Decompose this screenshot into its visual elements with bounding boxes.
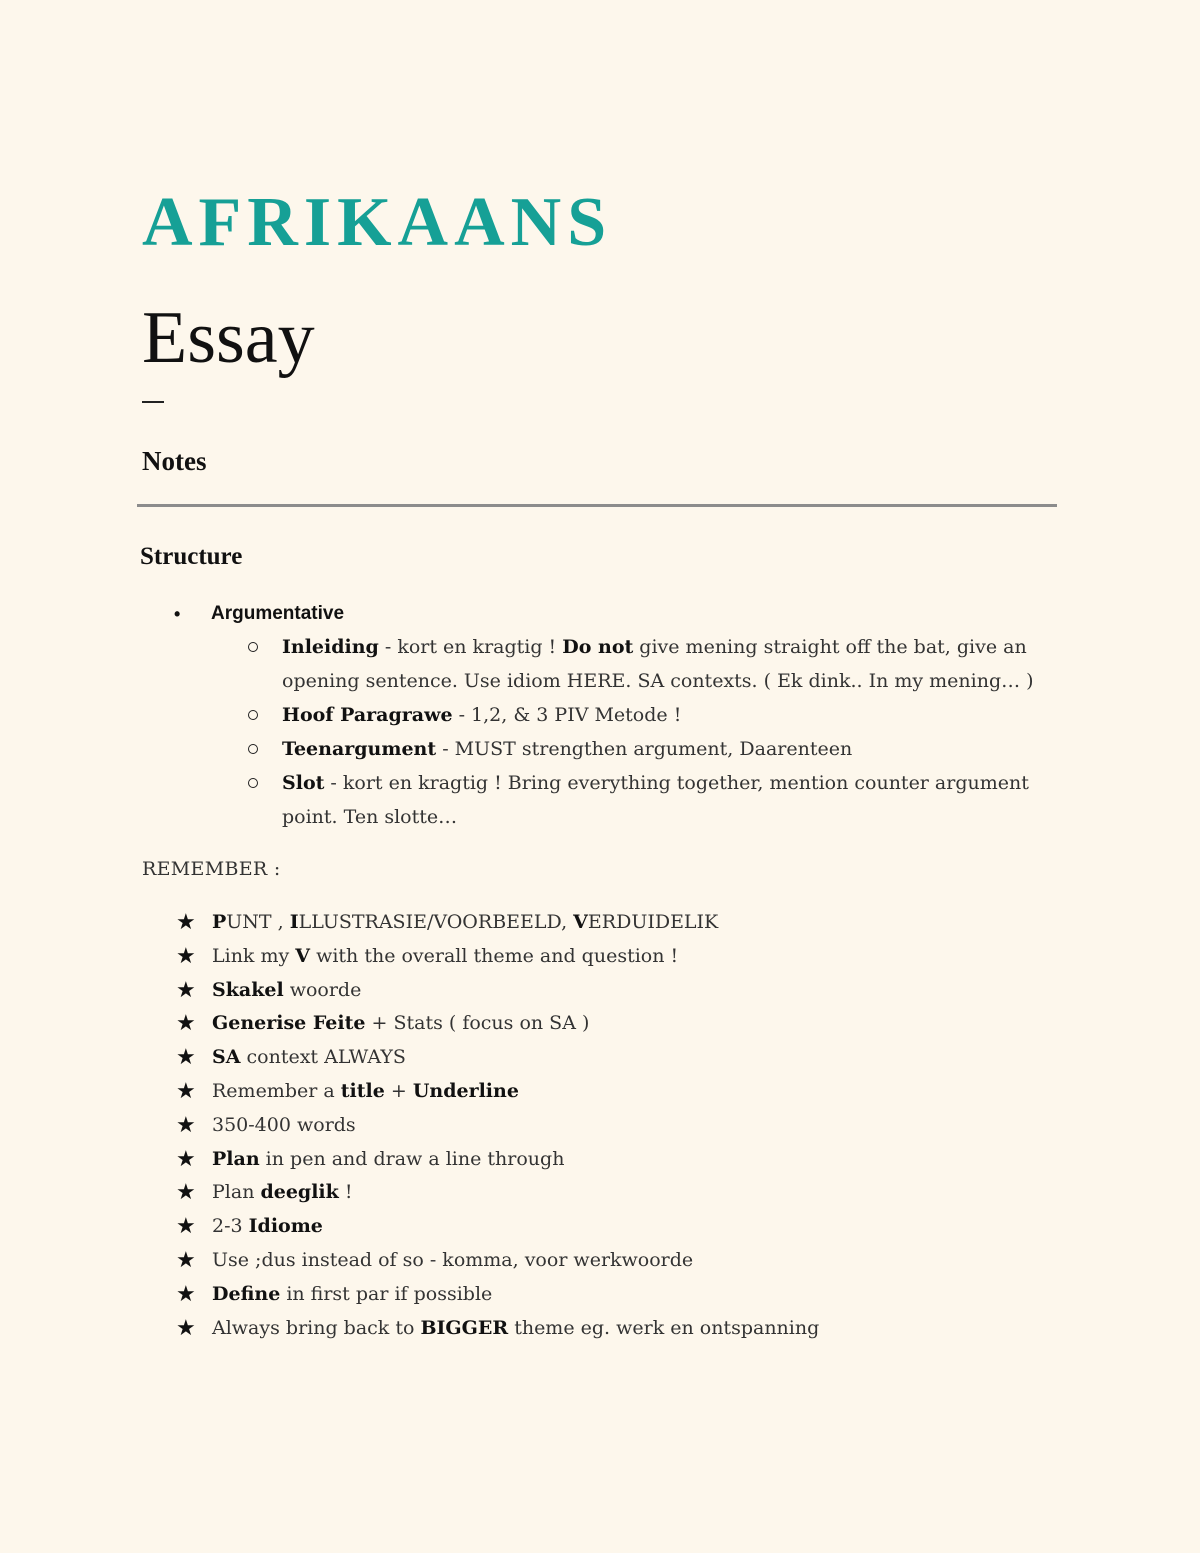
item-text: theme eg. werk en ontspanning [508, 1316, 820, 1339]
bullet-icon: • [174, 604, 181, 624]
star-icon: ★ [176, 1214, 196, 1240]
section-divider [137, 504, 1057, 507]
item-text: with the overall theme and question ! [310, 944, 679, 967]
part-text: give mening straight off the bat, give an opening sentence. Use idiom HERE. SA contexts. ( Ek dink.. In my mening… ) [282, 636, 1034, 692]
list-item [176, 1244, 1076, 1278]
item-emphasis: SA [212, 1046, 241, 1069]
part-text: - MUST strengthen argument, Daarenteen [436, 738, 853, 760]
part-term: Teenargument [282, 738, 437, 760]
part-term: Inleiding [282, 636, 379, 658]
list-item [176, 1075, 1076, 1109]
item-emphasis: Idiome [248, 1215, 323, 1238]
star-icon: ★ [176, 910, 196, 935]
list-item [244, 630, 1044, 698]
star-icon: ★ [176, 1180, 196, 1206]
item-text: in first par if possible [280, 1282, 493, 1305]
item-emphasis: Generise Feite [212, 1012, 366, 1035]
list-item [176, 1041, 1076, 1075]
item-emphasis: deeglik [260, 1181, 339, 1204]
star-icon: ★ [176, 1146, 196, 1172]
star-icon: ★ [176, 1045, 196, 1071]
item-text: ! [338, 1181, 353, 1204]
page-title: Essay [142, 297, 315, 379]
list-item [176, 1210, 1076, 1244]
part-term: Hoof Paragrawe [282, 704, 453, 726]
item-text: + [384, 1079, 413, 1102]
item-text: Link my [212, 944, 296, 967]
circle-bullet-icon [248, 778, 258, 788]
list-item [176, 974, 1076, 1008]
list-item [244, 766, 1044, 834]
list-item [176, 1176, 1076, 1210]
subject-title: AFRIKAANS [142, 184, 613, 261]
item-text: ERDUIDELIK [587, 911, 719, 933]
remember-list [176, 906, 1076, 1345]
circle-bullet-icon [248, 642, 258, 652]
item-text: Use ;dus instead of so - komma, voor werkwoorde [212, 1248, 694, 1271]
remember-label: REMEMBER : [142, 858, 281, 880]
star-icon: ★ [176, 1011, 196, 1037]
item-text: in pen and draw a line through [259, 1147, 565, 1170]
circle-bullet-icon [248, 710, 258, 720]
list-item [176, 940, 1076, 974]
item-text: UNT , [226, 911, 290, 933]
item-text: 2-3 [212, 1215, 249, 1238]
list-item [244, 698, 1044, 732]
item-emphasis: I [289, 911, 299, 933]
item-emphasis: BIGGER [420, 1316, 509, 1339]
list-item [176, 1312, 1076, 1346]
star-icon: ★ [176, 1281, 196, 1307]
list-item [176, 1143, 1076, 1177]
item-emphasis: P [212, 911, 227, 933]
item-emphasis: title [340, 1079, 385, 1102]
item-text: LLUSTRASIE/VOORBEELD, [298, 911, 574, 933]
part-term: Slot [282, 772, 325, 794]
structure-heading: Structure [140, 543, 243, 570]
notes-heading: Notes [142, 446, 207, 476]
item-text: Always bring back to [212, 1316, 421, 1339]
star-icon: ★ [176, 977, 196, 1003]
item-text: + Stats ( focus on SA ) [365, 1012, 590, 1035]
star-icon: ★ [176, 1112, 196, 1138]
list-item [176, 1007, 1076, 1041]
item-emphasis: Underline [412, 1079, 519, 1102]
item-text: woorde [283, 978, 362, 1001]
structure-parts-list [244, 630, 1044, 834]
item-emphasis: V [295, 944, 311, 967]
item-text: 350-400 words [212, 1113, 356, 1136]
list-item [244, 732, 1044, 766]
item-text: Remember a [212, 1079, 341, 1102]
star-icon: ★ [176, 943, 196, 969]
part-emphasis: Do not [562, 636, 634, 658]
essay-type-label: Argumentative [211, 603, 345, 624]
list-item [176, 1109, 1076, 1143]
title-dash [142, 401, 164, 403]
item-text: context ALWAYS [240, 1046, 406, 1069]
list-item [176, 906, 1076, 940]
star-icon: ★ [176, 1247, 196, 1273]
item-emphasis: Define [212, 1282, 281, 1305]
item-text: Plan [212, 1181, 261, 1204]
circle-bullet-icon [248, 744, 258, 754]
part-text: - kort en kragtig ! Bring everything together, mention counter argument point. Ten slotte… [282, 772, 1029, 828]
list-item [176, 1278, 1076, 1312]
part-text: - kort en kragtig ! [378, 636, 563, 658]
item-emphasis: Plan [212, 1147, 260, 1170]
star-icon: ★ [176, 1078, 196, 1104]
item-emphasis: Skakel [212, 978, 284, 1001]
star-icon: ★ [176, 1315, 196, 1341]
item-emphasis: V [573, 911, 588, 933]
part-text: - 1,2, & 3 PIV Metode ! [452, 704, 682, 726]
